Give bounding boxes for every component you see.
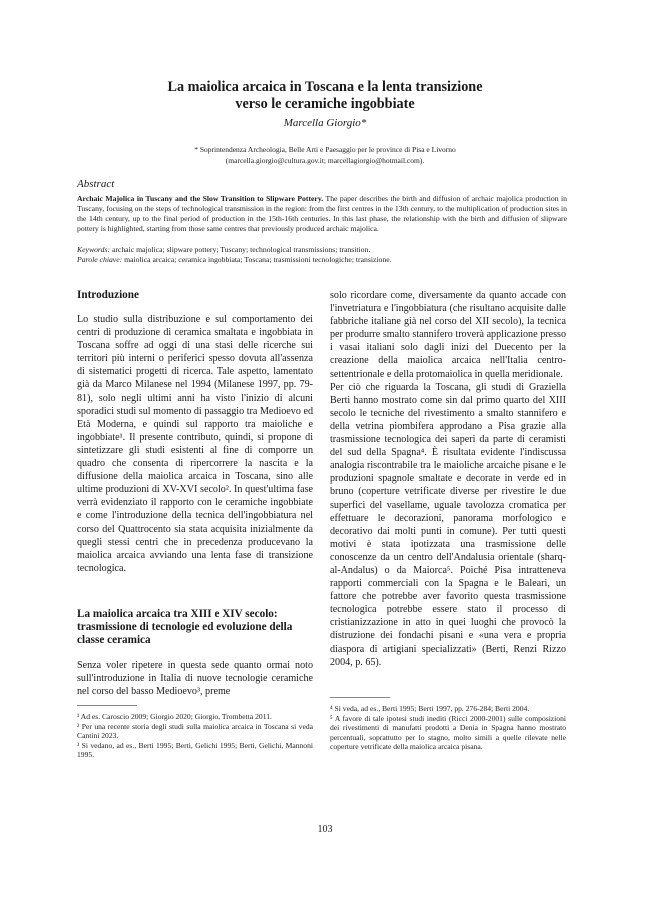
footnotes-left (77, 712, 313, 760)
page-number: 103 (317, 824, 333, 835)
abstract-heading: Abstract (77, 178, 115, 190)
footnote-3: ³ Si vedano, ad es., Berti 1995; Berti, Gelichi 1995; Berti, Gelichi, Mannoni 1995. (77, 740, 313, 760)
parole-label: Parole chiave: (77, 255, 123, 264)
keywords-label: Keywords: (77, 245, 111, 254)
right-paragraph-2: Per ciò che riguarda la Toscana, gli studi di Graziella Berti hanno mostrato come sin dal primo quarto del XIII secolo le tecniche del rivestimento a smalto stannifero e della vetrina piombifera approdano a Pisa grazie alla trasmissione tecnologica dei saperi da parte di ceramisti del sud della Spagna⁴. È risultata evidente l'indiscussa analogia riscontrabile tra le maioliche arcaiche pisane e le produzioni spagnole smaltate e decorate in verde ed in bruno (coperture vetrificate diverse per rivestire le due superfici del vasellame, uguale tavolozza cromatica per effettuare le decorazioni, panorama morfologico e decorativo dai molti punti in comune). Per tutti questi motivi è stata ipotizzata una trasmissione delle conoscenze da un centro dell'Andalusia orientale (sharq-al-Andalus) o da Maiorca⁵. Poiché Pisa intratteneva rapporti commerciali con la Spagna e le Baleari, un fattore che potrebbe aver favorito questa trasmissione tecnologica potrebbe essere stato il processo di cristianizzazione in atto in quei luoghi che provocò la distruzione dei fondachi pisani e «una vera e propria diaspora di artigiani specializzati» (Berti, Renzi Rizzo 2004, p. 65). (330, 381, 566, 668)
footnote-rule-left (77, 705, 137, 706)
footnotes-right (330, 704, 566, 752)
paper-title-line2: verso le ceramiche ingobbiate (235, 96, 415, 112)
keywords-line (77, 245, 567, 255)
affiliation-line2: (marcella.giorgio@cultura.gov.it; marcellagiorgio@hotmail.com). (225, 156, 425, 165)
author-name: Marcella Giorgio* (283, 117, 367, 129)
footnote-4: ⁴ Si veda, ad es., Berti 1995; Berti 1997, pp. 276-284; Berti 2004. (330, 704, 530, 713)
footnote-1: ¹ Ad es. Caroscio 2009; Giorgio 2020; Giorgio, Trombetta 2011. (77, 712, 272, 721)
parole-line (77, 255, 567, 265)
abstract-title: Archaic Majolica in Tuscany and the Slow Transition to Slipware Pottery. (77, 194, 324, 203)
footnote-5: ⁵ A favore di tale ipotesi studi inediti (Ricci 2000-2001) sulle composizioni dei rivestimenti di manufatti prodotti a Denia in Spagna hanno mostrato percentuali, soprattutto per lo stagno, molto simili a quelle rilevate nelle coperture vetrificate della maiolica arcaica pisana. (330, 713, 566, 752)
paper-title-line1: La maiolica arcaica in Toscana e la lenta transizione (167, 79, 483, 95)
section2-paragraph: Senza voler ripetere in questa sede quanto ormai noto sull'introduzione in Italia di nuove tecnologie ceramiche nel corso del basso Medioevo³, preme (77, 660, 313, 698)
right-paragraph-1: solo ricordare come, diversamente da quanto accade con l'invetriatura e l'ingobbiatura (che risultano acquisite dalle fabbriche italiane già nel corso del XII secolo), la tecnica per produrre smalto stannifero troverà applicazione presso i vasai italiani solo dagli inizi del Duecento per la creazione della maiolica arcaica nell'Italia centro-settentrionale e della protomaiolica in quella meridionale. (330, 290, 566, 380)
keywords-text: archaic majolica; slipware pottery; Tuscany; technological transmissions; transition. (110, 245, 371, 254)
footnote-rule-right (330, 697, 390, 698)
affiliation-line1: * Soprintendenza Archeologia, Belle Arti e Paesaggio per le province di Pisa e Livorno (194, 145, 456, 154)
right-column-text (330, 289, 566, 669)
parole-text: maiolica arcaica; ceramica ingobbiata; Toscana; trasmissioni tecnologiche; transizione. (122, 255, 392, 264)
intro-paragraph: Lo studio sulla distribuzione e sul comportamento dei centri di produzione di ceramica smaltata e ingobbiata in Toscana soffre ad oggi di una stasi delle ricerche sui territori più interni o periferici spesso dovuta all'assenza di sistematici progetti di ricerca. Tale aspetto, lamentato già da Marco Milanese nel 1994 (Milanese 1997, pp. 79-81), solo negli ultimi anni ha visto l'inizio di alcuni sporadici studi sul momento di passaggio tra Medioevo ed Età Moderna, e quindi sul rapporto tra maioliche e ingobbiate¹. Il presente contributo, quindi, si propone di sintetizzare gli studi esistenti al fine di comporre un quadro che consenta di ripercorrere la nascita e la diffusione della maiolica arcaica in Toscana, sino alle ultime produzioni di XV-XVI secolo². In quest'ultima fase verrà evidenziato il rapporto con le ceramiche ingobbiate e come l'introduzione della tecnica dell'ingobbiatura nel corso del Quattrocento sia stata acquisita inizialmente da quegli stessi centri che in precedenza producevano la maiolica arcaica avviando una lenta fase di transizione tecnologica. (77, 314, 313, 574)
abstract-body: The paper describes the birth and diffusion of archaic majolica production in Tuscany, focusing on the steps of technological transmission in the region: from the first centres in the 13th century, to the multiplication of production sites in the 14th century, up to the final period of production in the 15th-16th centuries. In this last phase, the relationship with the birth and diffusion of slipware pottery is highlighted, starting from those same centres that previously produced archaic majolica. (77, 194, 567, 233)
abstract-paragraph (77, 194, 567, 234)
section-heading-maiolica: La maiolica arcaica tra XIII e XIV secolo: trasmissione di tecnologie ed evoluzione della classe ceramica (77, 608, 293, 646)
section-heading-intro: Introduzione (77, 289, 139, 301)
footnote-2: ² Per una recente storia degli studi sulla maiolica arcaica in Toscana si veda Cantini 2023. (77, 721, 313, 741)
